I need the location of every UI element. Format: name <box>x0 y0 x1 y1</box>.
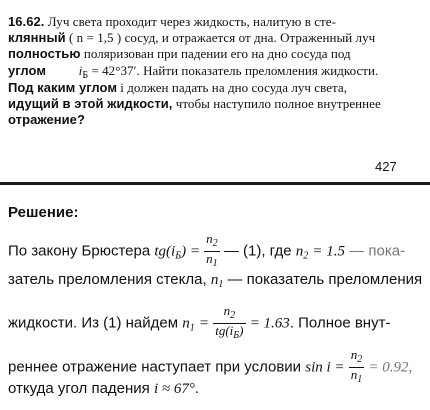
frac-den-subscript: 1 <box>357 374 363 385</box>
solution-line-2 <box>8 271 422 290</box>
solution-title: Решение: <box>8 204 79 221</box>
solution-line-3 <box>8 304 390 343</box>
angle-result: i ≈ 67° <box>153 381 195 397</box>
problem-line-7 <box>8 112 85 128</box>
frac-den-subscript: 1 <box>212 258 218 269</box>
solution-line-5 <box>8 380 199 398</box>
tg-expr: tg(i <box>154 243 176 260</box>
n2-value: = 1.5 <box>312 243 346 260</box>
solution-text: реннее отражение наступает при условии <box>8 358 302 376</box>
problem-text: поляризован при падении его на дно сосуда под <box>83 46 351 61</box>
problem-line-5 <box>8 80 347 96</box>
brewster-subscript: Б <box>175 250 182 262</box>
fraction-n2-n1 <box>204 232 220 271</box>
problem-line-3 <box>8 46 351 62</box>
problem-bold: полностью <box>8 46 81 61</box>
fraction-n2-tg <box>213 304 245 343</box>
n2-symbol: n <box>295 243 304 260</box>
n2-subscript: 2 <box>303 250 309 262</box>
tg-close: ) = <box>181 243 200 260</box>
divider <box>0 182 430 185</box>
solution-text: — пока- <box>349 242 406 260</box>
frac-den-subscript: Б <box>233 330 240 341</box>
problem-bold: идущий в этой жидкости, <box>8 96 173 111</box>
problem-text: чтобы наступило полное внутреннее <box>175 96 381 111</box>
n1-subscript: 1 <box>189 322 195 334</box>
n1-subscript: 1 <box>218 279 224 290</box>
solution-text: По закону Брюстера <box>8 242 151 260</box>
equals-sign: = <box>198 315 210 332</box>
solution-text: затель преломления стекла, <box>8 271 207 288</box>
problem-bold: клянный <box>8 30 66 45</box>
solution-text: жидкости. Из (1) найдем <box>8 314 179 332</box>
problem-number: 16.62. <box>8 14 45 29</box>
page-number: 427 <box>375 159 397 174</box>
sin-expr: sin i = <box>305 359 345 376</box>
frac-num-subscript: 2 <box>230 310 236 321</box>
fraction-n2-n1 <box>349 348 365 387</box>
problem-text: ( n = 1,5 ) сосуд, и отражается от дна. Отраженный луч <box>68 30 376 45</box>
problem-bold: отражение? <box>8 112 85 127</box>
frac-denominator: n <box>350 367 358 382</box>
angle-subscript: Б <box>82 70 89 81</box>
solution-text: . <box>194 380 200 397</box>
solution-text: — (1), где <box>223 242 292 260</box>
sin-value: = 0.92, <box>368 359 413 376</box>
frac-num-subscript: 2 <box>357 354 363 365</box>
problem-line-6 <box>8 96 381 112</box>
frac-numerator: n <box>223 303 231 318</box>
problem-bold: углом <box>8 63 47 78</box>
solution-text: — показатель преломления <box>227 271 423 288</box>
problem-text: = 42°37′. Найти показатель преломления жидкости. <box>91 63 379 78</box>
frac-den-close: ) <box>239 323 244 338</box>
frac-denominator: n <box>206 251 213 266</box>
problem-bold: Под каким углом <box>8 80 117 95</box>
n1-value: = 1.63 <box>249 315 290 332</box>
solution-text: . Полное внут- <box>289 314 391 332</box>
solution-text: откуда угол падения <box>8 380 150 397</box>
frac-numerator: n <box>350 347 358 362</box>
problem-text: Луч света проходит через жидкость, налитую в сте- <box>47 14 336 29</box>
angle-symbol: i <box>78 63 83 78</box>
n1-symbol: n <box>210 272 219 288</box>
n1-symbol: n <box>182 315 190 332</box>
frac-denominator: tg(i <box>215 323 234 338</box>
frac-num-subscript: 2 <box>212 238 218 249</box>
problem-text: i должен падать на дно сосуда луч света, <box>120 80 348 95</box>
problem-line-1 <box>8 14 336 30</box>
frac-numerator: n <box>206 231 213 246</box>
problem-line-2 <box>8 30 375 46</box>
solution-line-1 <box>8 232 405 271</box>
